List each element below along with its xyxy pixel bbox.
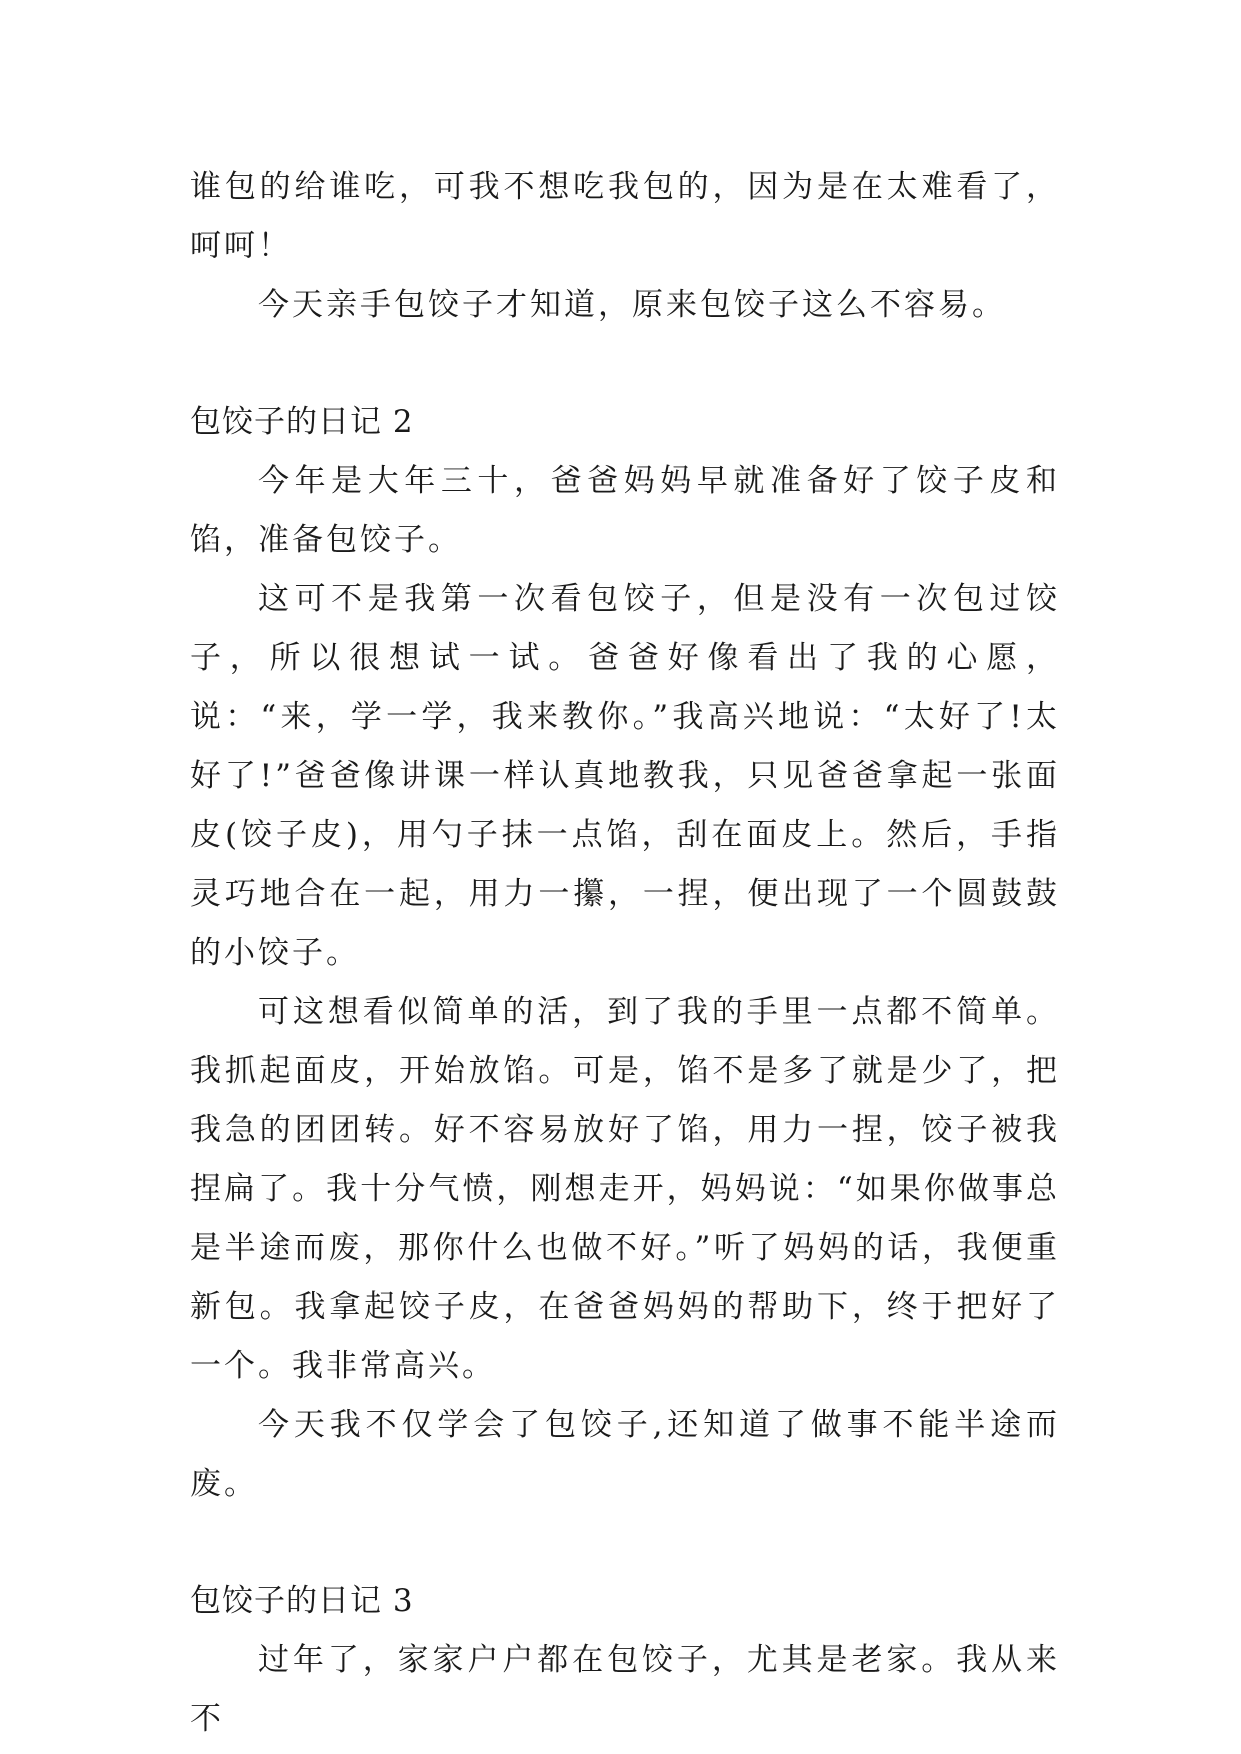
intro-paragraph-1: 谁包的给谁吃，可我不想吃我包的，因为是在太难看了，呵呵！ bbox=[190, 169, 1060, 264]
section-2-paragraph-2: 这可不是我第一次看包饺子，但是没有一次包过饺子，所以很想试一试。爸爸好像看出了我的心愿，说：“来，学一学，我来教你。”我高兴地说：“太好了!太好了!”爸爸像讲课一样认真地教我，只见爸爸拿起一张面皮(饺子皮)，用勺子抹一点馅，刮在面皮上。然后，手指灵巧地合在一起，用力一攥，一捏，便出现了一个圆鼓鼓的小饺子。 bbox=[190, 581, 1060, 971]
section-3-paragraph-1: 过年了，家家户户都在包饺子，尤其是老家。我从来不 bbox=[190, 1642, 1060, 1737]
intro-paragraph-2: 今天亲手包饺子才知道，原来包饺子这么不容易。 bbox=[258, 287, 1006, 323]
section-2-heading: 包饺子的日记 2 bbox=[190, 404, 414, 440]
section-2-paragraph-4: 今天我不仅学会了包饺子,还知道了做事不能半途而废。 bbox=[190, 1407, 1060, 1502]
section-2-paragraph-3: 可这想看似简单的活，到了我的手里一点都不简单。我抓起面皮，开始放馅。可是，馅不是多了就是少了，把我急的团团转。好不容易放好了馅，用力一捏，饺子被我捏扁了。我十分气愤，刚想走开，妈妈说：“如果你做事总是半途而废，那你什么也做不好。”听了妈妈的话，我便重新包。我拿起饺子皮，在爸爸妈妈的帮助下，终于把好了一个。我非常高兴。 bbox=[190, 994, 1060, 1384]
section-3-heading: 包饺子的日记 3 bbox=[190, 1583, 414, 1619]
section-2-paragraph-1: 今年是大年三十，爸爸妈妈早就准备好了饺子皮和馅，准备包饺子。 bbox=[190, 463, 1060, 558]
document-body bbox=[190, 158, 1060, 1749]
